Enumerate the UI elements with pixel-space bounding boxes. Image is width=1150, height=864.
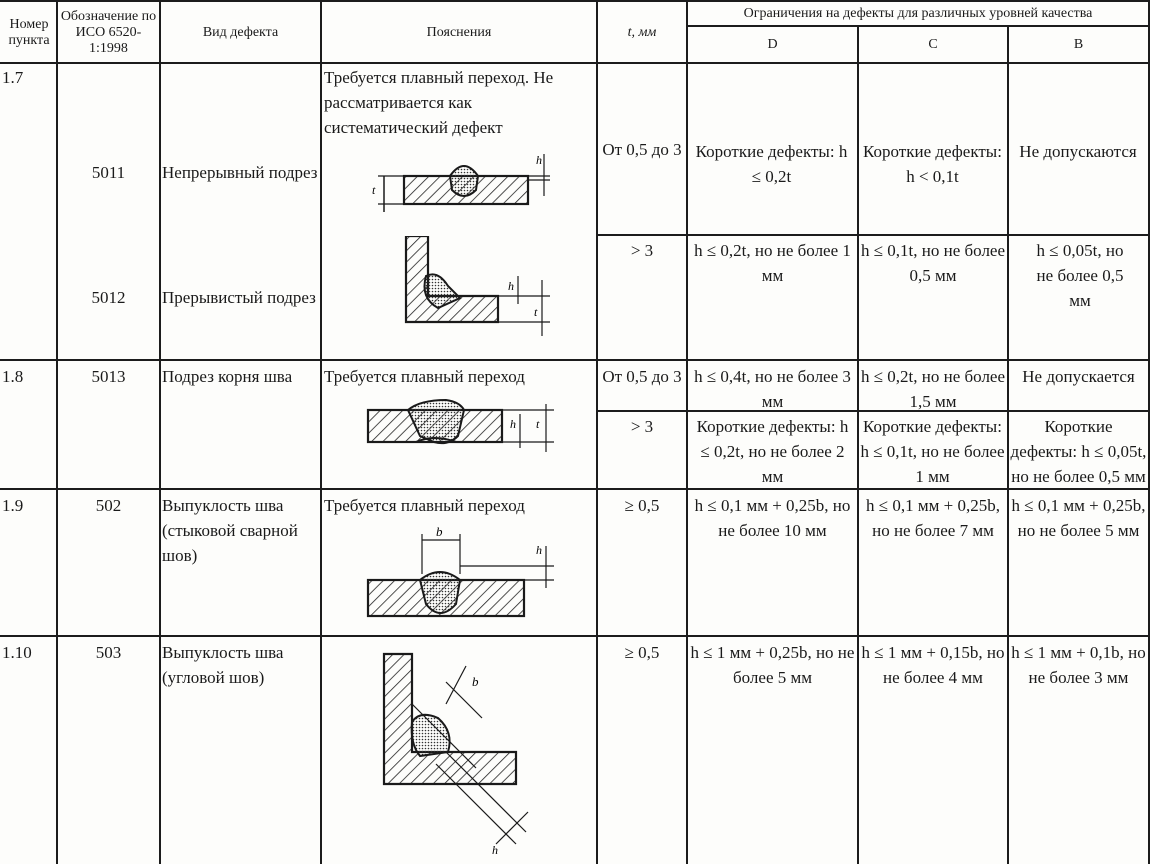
header-number: Номер пункта [8, 16, 50, 48]
undercut-continuous-figure [364, 150, 560, 220]
limit-b: Не допускается [1022, 367, 1135, 386]
explanation: Требуется плавный переход [324, 496, 525, 515]
header-iso: Обозначение по ИСО 6520-1:1998 [60, 8, 157, 56]
label-h: h [536, 543, 542, 557]
rule [0, 635, 1150, 637]
defect-type: Выпуклость шва (стыковой сварной шов) [162, 496, 298, 565]
defect-type: Прерывистый подрез [162, 288, 316, 307]
limit-c: h ≤ 0,1t, но не более 0,5 мм [860, 241, 1006, 285]
iso-code: 503 [95, 643, 122, 662]
defect-type: Выпуклость шва (угловой шов) [162, 643, 284, 687]
limit-b: h ≤ 0,05t, но не более 0,5 мм [1036, 241, 1124, 310]
rule [857, 25, 859, 864]
row-number: 1.9 [2, 496, 24, 515]
header-level-c: C [928, 36, 938, 52]
limit-d: h ≤ 0,4t, но не более 3 мм [694, 367, 851, 411]
fillet-weld-convexity-figure [376, 648, 536, 860]
limit-b: Короткие дефекты: h ≤ 0,05t, но не более 0,5 мм [1010, 417, 1147, 486]
header-level-d: D [767, 36, 778, 52]
thickness-range: > 3 [630, 417, 654, 436]
rule [320, 0, 322, 864]
limit-d: Короткие дефекты: h ≤ 0,2t, но не более 2 мм [696, 417, 849, 486]
iso-code: 5013 [91, 367, 126, 386]
defect-type: Подрез корня шва [162, 367, 293, 386]
label-t: t [372, 183, 376, 197]
header-explanation: Пояснения [426, 24, 492, 40]
limit-d: h ≤ 1 мм + 0,25b, но не более 5 мм [690, 643, 855, 687]
rule [0, 359, 1150, 361]
header-thickness: t, мм [627, 24, 657, 40]
thickness-range: ≥ 0,5 [624, 496, 660, 515]
limit-c: Короткие дефекты: h < 0,1t [863, 142, 1002, 186]
rule [1007, 25, 1009, 864]
header-level-b: B [1073, 36, 1084, 52]
header-limits: Ограничения на дефекты для различных уровней качества [743, 6, 1093, 21]
undercut-intermittent-figure [398, 236, 556, 354]
iso-code: 5011 [91, 163, 126, 182]
thickness-range: ≥ 0,5 [624, 643, 660, 662]
butt-weld-convexity-figure [360, 524, 560, 624]
row-number: 1.8 [2, 367, 24, 386]
header-defect-type: Вид дефекта [202, 24, 279, 40]
limit-b: Не допускаются [1019, 142, 1137, 161]
thickness-range: От 0,5 до 3 [602, 367, 682, 386]
rule [0, 62, 1150, 64]
row-number: 1.7 [2, 68, 24, 87]
explanation: Требуется плавный переход [324, 367, 525, 386]
thickness-range: > 3 [630, 241, 654, 260]
limit-b: h ≤ 0,1 мм + 0,25b, но не более 5 мм [1011, 496, 1146, 540]
limit-c: Короткие дефекты: h ≤ 0,1t, но не более 1 мм [860, 417, 1005, 486]
limit-c: h ≤ 0,1 мм + 0,25b, но не более 7 мм [866, 496, 1000, 540]
label-h: h [492, 843, 498, 857]
row-number: 1.10 [2, 643, 32, 662]
rule [159, 0, 161, 864]
label-b: b [436, 524, 443, 539]
label-h: h [510, 417, 516, 431]
limit-c: h ≤ 1 мм + 0,15b, но не более 4 мм [861, 643, 1005, 687]
limit-d: h ≤ 0,2t, но не более 1 мм [694, 241, 851, 285]
rule [0, 0, 1150, 2]
explanation: Требуется плавный переход. Не рассматривается как систематический дефект [324, 68, 554, 137]
label-t: t [536, 417, 540, 431]
limit-b: h ≤ 1 мм + 0,1b, но не более 3 мм [1011, 643, 1146, 687]
thickness-range: От 0,5 до 3 [602, 140, 682, 159]
defect-type: Непрерывный подрез [162, 163, 318, 182]
label-h: h [536, 153, 542, 167]
rule [56, 0, 58, 864]
iso-code: 5012 [91, 288, 126, 307]
label-h: h [508, 279, 514, 293]
rule [596, 234, 1150, 236]
label-t: t [534, 305, 538, 319]
limit-d: h ≤ 0,1 мм + 0,25b, но не более 10 мм [694, 496, 851, 540]
limit-c: h ≤ 0,2t, но не более 1,5 мм [860, 367, 1006, 411]
label-b: b [472, 674, 479, 689]
root-undercut-figure [360, 396, 560, 458]
rule [686, 0, 688, 864]
limit-d: Короткие дефекты: h ≤ 0,2t [695, 142, 848, 186]
iso-code: 502 [95, 496, 122, 515]
